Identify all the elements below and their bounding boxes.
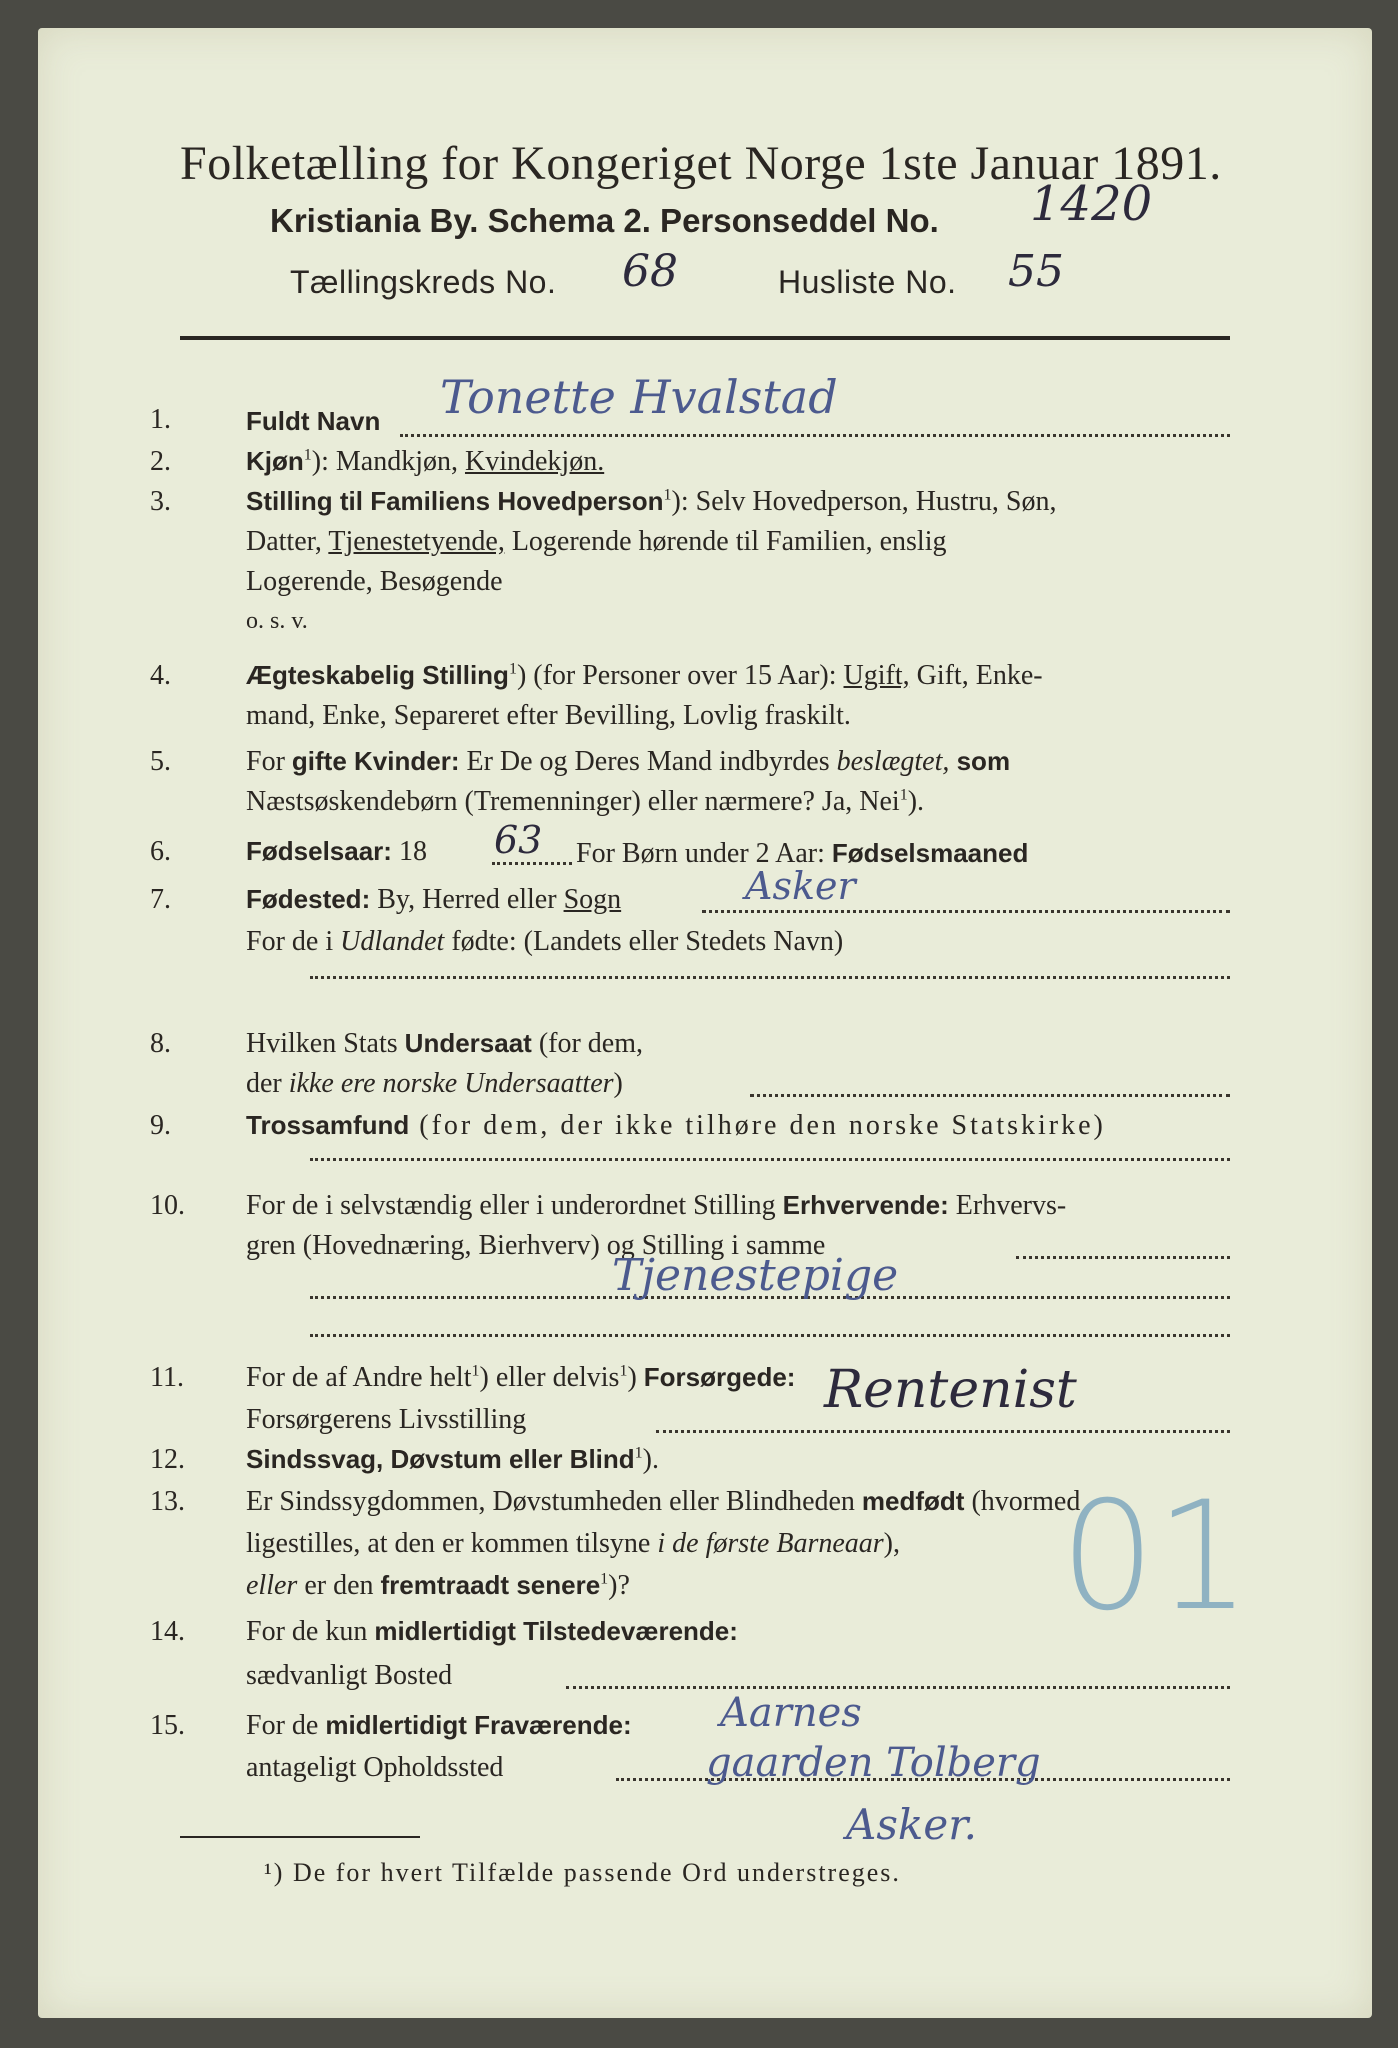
item-10-line-2: gren (Hovednæring, Bierhverv) og Stilling i samme	[246, 1230, 826, 1261]
item-7-line-1	[246, 884, 621, 916]
item-6-label-2: Fødselsmaaned	[831, 838, 1029, 868]
item-15-line-1	[246, 1710, 632, 1742]
item-11-line-2: Forsørgerens Livsstilling	[246, 1404, 527, 1435]
item-7-line	[702, 910, 1230, 913]
item-5-line-1	[246, 746, 1010, 778]
item-11-text: For de af Andre helt	[246, 1362, 472, 1393]
husliste-number: 55	[1008, 246, 1064, 297]
item-9-line	[310, 1158, 1230, 1161]
item-7-line-2	[246, 926, 843, 958]
item-9-text: (for dem, der ikke tilhøre den norske Statskirke)	[409, 1110, 1106, 1141]
item-13-text-3: ligestilles, at den er kommen tilsyne	[246, 1528, 658, 1559]
item-13-number: 13.	[150, 1486, 185, 1517]
item-15-line-2: antageligt Opholdssted	[246, 1752, 504, 1783]
item-11-number: 11.	[150, 1362, 184, 1393]
item-8-line	[750, 1094, 1230, 1097]
item-15-label: midlertidigt Fraværende:	[325, 1710, 632, 1740]
footnote-rule	[180, 1836, 420, 1838]
personseddel-number: 1420	[1030, 176, 1153, 232]
item-7-options: By, Herred eller	[370, 884, 564, 915]
item-5-for: For	[246, 746, 292, 777]
item-3-line-4: o. s. v.	[246, 608, 308, 634]
item-5-question: Er De og Deres Mand indbyrdes	[459, 746, 837, 777]
item-13-line-1	[246, 1486, 1080, 1518]
item-7-for: For de i	[246, 926, 341, 957]
item-12-label: Sindssvag, Døvstum eller Blind	[246, 1444, 635, 1474]
item-5-line-2: Næstsøskendebørn (Tremenninger) eller nærmere? Ja, Nei$^1$).	[246, 786, 925, 817]
item-11-text-2: ) eller delvis	[479, 1362, 620, 1393]
footnote-ref: 1	[471, 1362, 480, 1380]
item-3-line-2	[246, 526, 946, 558]
item-3-number: 3.	[150, 486, 171, 517]
item-3-line-1	[246, 486, 1057, 518]
item-14-number: 14.	[150, 1616, 185, 1647]
item-10-line-a	[1016, 1256, 1230, 1259]
item-8-text-2: (for dem,	[531, 1028, 644, 1059]
item-5-label: gifte Kvinder:	[291, 746, 460, 776]
item-13-eller: eller	[246, 1570, 298, 1601]
item-7-number: 7.	[150, 884, 171, 915]
item-2-selected: Kvindekjøn.	[464, 446, 605, 477]
header-rule	[180, 336, 1230, 340]
pencil-mark: 01	[1060, 1470, 1251, 1644]
item-12-line-1	[246, 1444, 659, 1476]
item-14-line-2: sædvanligt Bosted	[246, 1660, 453, 1691]
item-13-close-2: )?	[608, 1570, 630, 1601]
item-3-label: Stilling til Familiens Hovedperson	[246, 486, 664, 516]
form-title: Folketælling for Kongeriget Norge 1ste Januar 1891.	[180, 137, 1222, 190]
item-7-italic: Udlandet	[340, 926, 445, 957]
item-9-number: 9.	[150, 1110, 171, 1141]
item-1-answer: Tonette Hvalstad	[440, 370, 838, 424]
city-schema-line	[270, 202, 939, 240]
item-1-line	[400, 434, 1230, 437]
item-2-options: ): Mandkjøn,	[311, 446, 465, 477]
city-schema-label: Kristiania By. Schema 2. Personseddel No.	[270, 202, 939, 239]
item-15-text: For de	[246, 1710, 326, 1741]
item-5-italic: beslægtet,	[836, 746, 950, 777]
item-9-label: Trossamfund	[246, 1110, 410, 1140]
item-8-text: Hvilken Stats	[246, 1028, 405, 1059]
footnote-ref: 1	[303, 446, 312, 464]
item-11-line	[656, 1430, 1230, 1433]
item-13-line-2	[246, 1528, 900, 1560]
item-14-line	[566, 1686, 1230, 1689]
item-7-label: Fødested:	[246, 884, 371, 914]
footnote-ref: 1	[663, 486, 672, 504]
item-13-close: ),	[883, 1528, 900, 1559]
item-15-answer-3: Asker.	[846, 1800, 978, 1849]
footnote-ref: 1	[508, 660, 517, 678]
item-1-label: Fuldt Navn	[246, 406, 381, 436]
footnote: ¹) De for hvert Tilfælde passende Ord understreges.	[264, 1858, 901, 1887]
item-4-line-2: mand, Enke, Separeret efter Bevilling, Lovlig fraskilt.	[246, 700, 851, 731]
item-12-close: ).	[642, 1444, 659, 1475]
item-10-line-1	[246, 1190, 1066, 1222]
item-6-prefix: 18	[398, 836, 427, 867]
item-6-answer: 63	[494, 818, 543, 862]
item-14-line-1	[246, 1616, 738, 1648]
item-2-number: 2.	[150, 446, 171, 477]
item-10-answer: Tjenestepige	[612, 1250, 899, 1301]
footnote-ref: 1	[634, 1444, 643, 1462]
item-6-number: 6.	[150, 836, 171, 867]
item-2-label: Kjøn	[246, 446, 304, 476]
item-13-text: Er Sindssygdommen, Døvstumheden eller Blindheden	[246, 1486, 862, 1517]
item-10-number: 10.	[150, 1190, 185, 1221]
item-4-line-1	[246, 660, 1043, 692]
item-9-line-1	[246, 1110, 1106, 1142]
item-7-answer: Asker	[745, 864, 856, 908]
item-5-som: som	[949, 746, 1011, 776]
item-11-answer: Rentenist	[824, 1360, 1077, 1420]
item-8-close: )	[613, 1068, 623, 1099]
kreds-label: Tællingskreds No.	[290, 264, 557, 300]
census-form	[38, 28, 1372, 2018]
item-4-number: 4.	[150, 660, 171, 691]
item-8-label: Undersaat	[404, 1028, 532, 1058]
item-4-selected: Ugift,	[843, 660, 910, 691]
item-6-line	[492, 862, 572, 865]
item-10-line-c	[310, 1334, 1230, 1337]
item-13-text-4: er den	[297, 1570, 381, 1601]
item-13-label-2: fremtraadt senere	[380, 1570, 601, 1600]
husliste-label: Husliste No.	[778, 264, 957, 300]
item-4-text: ) (for Personer over 15 Aar):	[516, 660, 844, 691]
item-1-number: 1.	[150, 404, 171, 435]
item-5-number: 5.	[150, 746, 171, 777]
item-6-label-group	[246, 836, 427, 868]
item-8-line-1	[246, 1028, 643, 1060]
item-10-text: For de i selvstændig eller i underordnet Stilling	[246, 1190, 783, 1221]
item-10-text-2: Erhvervs-	[948, 1190, 1067, 1221]
item-3-line-3: Logerende, Besøgende	[246, 566, 503, 597]
item-7-foreign-line	[310, 976, 1230, 979]
item-7-foreign: fødte: (Landets eller Stedets Navn)	[444, 926, 844, 957]
item-13-text-2: (hvormed	[964, 1486, 1081, 1517]
item-5-options: Næstsøskendebørn (Tremenninger) eller nærmere? Ja, Nei	[246, 786, 900, 817]
item-13-italic: i de første Barneaar	[657, 1528, 884, 1559]
kreds-number: 68	[622, 246, 678, 297]
item-14-label: midlertidigt Tilstedeværende:	[374, 1616, 738, 1646]
item-11-text-3: )	[627, 1362, 644, 1393]
footnote-ref: 1	[619, 1362, 628, 1380]
footnote-ref: 1	[600, 1570, 609, 1588]
item-15-answer-2: gaarden Tolberg	[706, 1740, 1041, 1786]
item-12-number: 12.	[150, 1444, 185, 1475]
item-4-options: Gift, Enke-	[909, 660, 1043, 691]
item-4-label: Ægteskabelig Stilling	[246, 660, 509, 690]
footnote-ref: 1	[899, 786, 908, 804]
item-3-options-1: ): Selv Hovedperson, Hustru, Søn,	[671, 486, 1057, 517]
item-13-label: medfødt	[861, 1486, 965, 1516]
item-2-text	[246, 446, 604, 478]
item-11-label: Forsørgede:	[643, 1362, 796, 1392]
item-8-der: der	[246, 1068, 289, 1099]
item-14-text: For de kun	[246, 1616, 375, 1647]
item-8-line-2	[246, 1068, 623, 1100]
item-7-selected: Sogn	[563, 884, 622, 915]
item-15-number: 15.	[150, 1710, 185, 1741]
item-11-line-1	[246, 1362, 795, 1394]
item-8-number: 8.	[150, 1028, 171, 1059]
item-15-answer-1: Aarnes	[720, 1690, 862, 1736]
item-3-selected: Tjenestetyende,	[328, 526, 505, 557]
item-10-label: Erhvervende:	[782, 1190, 949, 1220]
item-3-datter: Datter,	[246, 526, 329, 557]
item-8-italic: ikke ere norske Undersaatter	[288, 1068, 614, 1099]
item-13-line-3	[246, 1570, 630, 1602]
item-6-children: For Børn under 2 Aar:	[576, 838, 832, 869]
item-6-label: Fødselsaar:	[246, 836, 392, 866]
item-3-options-2: Logerende hørende til Familien, enslig	[504, 526, 947, 557]
